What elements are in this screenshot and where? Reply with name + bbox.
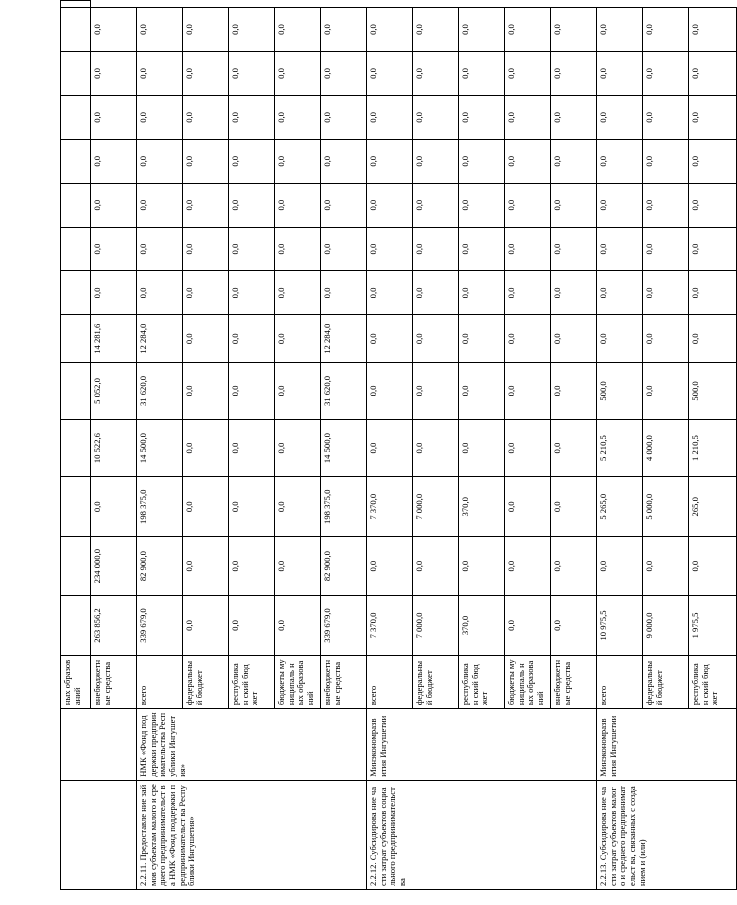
- value-cell: 0,0: [413, 271, 459, 315]
- value-cell: 198 375,0: [137, 477, 183, 537]
- value-cell: 0,0: [459, 363, 505, 420]
- fund-cell: бюджеты муниципаль ных образований: [505, 655, 551, 708]
- value-cell: 0,0: [229, 227, 275, 271]
- value-cell: 0,0: [413, 227, 459, 271]
- value-cell: 0,0: [183, 8, 229, 52]
- value-cell: 0,0: [275, 8, 321, 52]
- value-cell: 31 620,0: [137, 363, 183, 420]
- value-cell: 0,0: [505, 52, 551, 96]
- value-cell: [61, 95, 91, 139]
- value-cell: 0,0: [689, 227, 737, 271]
- value-cell: 0,0: [367, 95, 413, 139]
- value-cell: 0,0: [413, 363, 459, 420]
- value-cell: 0,0: [275, 537, 321, 596]
- value-cell: 12 284,0: [137, 315, 183, 363]
- value-cell: 0,0: [413, 52, 459, 96]
- executor-cell: Минэкономразв ития Ингушетии: [597, 709, 737, 781]
- value-cell: 0,0: [413, 315, 459, 363]
- value-cell: 0,0: [367, 419, 413, 477]
- value-cell: 10 522,6: [91, 419, 137, 477]
- value-cell: [61, 227, 91, 271]
- value-cell: 0,0: [183, 227, 229, 271]
- value-cell: 0,0: [229, 596, 275, 656]
- value-cell: 14 500,0: [137, 419, 183, 477]
- value-cell: 0,0: [505, 596, 551, 656]
- value-cell: 0,0: [413, 537, 459, 596]
- value-cell: 0,0: [275, 183, 321, 227]
- value-cell: 0,0: [505, 271, 551, 315]
- value-cell: 0,0: [505, 477, 551, 537]
- value-cell: 0,0: [505, 363, 551, 420]
- value-cell: 0,0: [551, 183, 597, 227]
- table-row: [367, 1, 413, 890]
- value-cell: 0,0: [689, 8, 737, 52]
- value-cell: 370,0: [459, 477, 505, 537]
- value-cell: [61, 8, 91, 52]
- value-cell: [61, 183, 91, 227]
- value-cell: 0,0: [367, 8, 413, 52]
- value-cell: 0,0: [321, 271, 367, 315]
- value-cell: 0,0: [505, 537, 551, 596]
- value-cell: 0,0: [459, 315, 505, 363]
- value-cell: 82 900,0: [137, 537, 183, 596]
- value-cell: 0,0: [137, 95, 183, 139]
- fund-cell: внебюджетн ые средства: [551, 655, 597, 708]
- value-cell: 0,0: [597, 271, 643, 315]
- value-cell: 0,0: [689, 183, 737, 227]
- value-cell: 0,0: [229, 95, 275, 139]
- value-cell: 0,0: [229, 537, 275, 596]
- value-cell: 0,0: [551, 315, 597, 363]
- value-cell: 0,0: [229, 139, 275, 183]
- value-cell: 0,0: [367, 537, 413, 596]
- value-cell: 0,0: [183, 537, 229, 596]
- value-cell: 0,0: [137, 52, 183, 96]
- value-cell: 0,0: [459, 139, 505, 183]
- fund-cell: всего: [597, 655, 643, 708]
- fund-cell: федеральны й бюджет: [183, 655, 229, 708]
- value-cell: 0,0: [459, 419, 505, 477]
- value-cell: 0,0: [367, 363, 413, 420]
- value-cell: 0,0: [459, 8, 505, 52]
- value-cell: 0,0: [229, 271, 275, 315]
- value-cell: 0,0: [551, 419, 597, 477]
- value-cell: 7 370,0: [367, 596, 413, 656]
- fund-cell: федеральны й бюджет: [643, 655, 689, 708]
- value-cell: 0,0: [505, 315, 551, 363]
- value-cell: 0,0: [551, 8, 597, 52]
- value-cell: 0,0: [321, 52, 367, 96]
- value-cell: 0,0: [413, 183, 459, 227]
- value-cell: 0,0: [367, 183, 413, 227]
- value-cell: [61, 477, 91, 537]
- value-cell: 0,0: [367, 315, 413, 363]
- value-cell: 0,0: [689, 537, 737, 596]
- value-cell: 0,0: [413, 95, 459, 139]
- value-cell: 339 679,0: [321, 596, 367, 656]
- value-cell: 0,0: [643, 363, 689, 420]
- value-cell: [61, 139, 91, 183]
- value-cell: 0,0: [229, 183, 275, 227]
- value-cell: 0,0: [229, 477, 275, 537]
- value-cell: 0,0: [183, 363, 229, 420]
- value-cell: 0,0: [91, 52, 137, 96]
- fund-cell: внебюджетн ые средства: [91, 655, 137, 708]
- value-cell: 0,0: [413, 419, 459, 477]
- value-cell: 0,0: [413, 139, 459, 183]
- value-cell: 0,0: [229, 52, 275, 96]
- value-cell: 0,0: [597, 8, 643, 52]
- value-cell: 0,0: [91, 477, 137, 537]
- value-cell: 0,0: [137, 139, 183, 183]
- value-cell: 0,0: [597, 227, 643, 271]
- value-cell: 0,0: [551, 537, 597, 596]
- executor-cell-top: [61, 709, 137, 781]
- fund-cell: республикан ский бюджет: [459, 655, 505, 708]
- value-cell: 0,0: [459, 95, 505, 139]
- value-cell: 0,0: [689, 52, 737, 96]
- value-cell: 0,0: [367, 271, 413, 315]
- value-cell: 0,0: [137, 183, 183, 227]
- value-cell: 0,0: [183, 419, 229, 477]
- value-cell: 0,0: [505, 227, 551, 271]
- value-cell: [61, 363, 91, 420]
- value-cell: 0,0: [137, 8, 183, 52]
- value-cell: 234 000,0: [91, 537, 137, 596]
- value-cell: 0,0: [459, 227, 505, 271]
- value-cell: 0,0: [275, 315, 321, 363]
- fund-cell: республикан ский бюджет: [689, 655, 737, 708]
- value-cell: 0,0: [551, 363, 597, 420]
- value-cell: 0,0: [505, 183, 551, 227]
- value-cell: 0,0: [137, 271, 183, 315]
- activity-cell-top: [61, 780, 137, 889]
- value-cell: 0,0: [551, 139, 597, 183]
- value-cell: 0,0: [505, 139, 551, 183]
- value-cell: 0,0: [229, 8, 275, 52]
- value-cell: 0,0: [275, 419, 321, 477]
- value-cell: [61, 537, 91, 596]
- value-cell: 0,0: [91, 227, 137, 271]
- value-cell: 0,0: [183, 477, 229, 537]
- table-row: [137, 1, 183, 890]
- value-cell: 0,0: [229, 315, 275, 363]
- value-cell: 0,0: [275, 52, 321, 96]
- value-cell: 0,0: [689, 95, 737, 139]
- table-row: [61, 1, 91, 890]
- value-cell: 7 370,0: [367, 477, 413, 537]
- value-cell: 0,0: [183, 95, 229, 139]
- value-cell: 9 000,0: [643, 596, 689, 656]
- value-cell: 0,0: [551, 596, 597, 656]
- value-cell: 0,0: [91, 8, 137, 52]
- value-cell: 0,0: [367, 139, 413, 183]
- value-cell: 265,0: [689, 477, 737, 537]
- value-cell: 0,0: [597, 537, 643, 596]
- value-cell: 0,0: [597, 183, 643, 227]
- value-cell: 0,0: [183, 139, 229, 183]
- value-cell: 0,0: [459, 52, 505, 96]
- value-cell: 0,0: [91, 271, 137, 315]
- value-cell: [61, 52, 91, 96]
- value-cell: 0,0: [183, 52, 229, 96]
- value-cell: 0,0: [505, 419, 551, 477]
- executor-cell: НМК «Фонд поддержки предпринимательства Республики Ингушетия»: [137, 709, 367, 781]
- value-cell: 0,0: [275, 227, 321, 271]
- value-cell: 263 856,2: [91, 596, 137, 656]
- value-cell: 0,0: [321, 139, 367, 183]
- value-cell: 0,0: [321, 227, 367, 271]
- value-cell: 0,0: [689, 139, 737, 183]
- value-cell: 0,0: [275, 596, 321, 656]
- value-cell: 14 500,0: [321, 419, 367, 477]
- value-cell: 0,0: [459, 183, 505, 227]
- value-cell: 370,0: [459, 596, 505, 656]
- value-cell: [61, 596, 91, 656]
- value-cell: 0,0: [229, 363, 275, 420]
- value-cell: 0,0: [643, 315, 689, 363]
- value-cell: [61, 1, 91, 8]
- value-cell: 0,0: [91, 95, 137, 139]
- value-cell: [61, 315, 91, 363]
- value-cell: 14 281,6: [91, 315, 137, 363]
- value-cell: 0,0: [551, 95, 597, 139]
- value-cell: 500,0: [597, 363, 643, 420]
- value-cell: 0,0: [183, 315, 229, 363]
- value-cell: 0,0: [459, 537, 505, 596]
- value-cell: 12 284,0: [321, 315, 367, 363]
- value-cell: 5 265,0: [597, 477, 643, 537]
- value-cell: 0,0: [551, 477, 597, 537]
- value-cell: 0,0: [91, 183, 137, 227]
- fund-cell: ных образований: [61, 655, 91, 708]
- fund-cell: федеральны й бюджет: [413, 655, 459, 708]
- value-cell: 5 052,0: [91, 363, 137, 420]
- value-cell: 0,0: [275, 271, 321, 315]
- value-cell: 0,0: [183, 271, 229, 315]
- value-cell: 0,0: [137, 227, 183, 271]
- value-cell: 198 375,0: [321, 477, 367, 537]
- value-cell: 7 000,0: [413, 477, 459, 537]
- value-cell: 82 900,0: [321, 537, 367, 596]
- value-cell: 0,0: [505, 95, 551, 139]
- activity-cell: 2.2.12. Субсидирова ние части затрат субъектов социального предпринимательст ва: [367, 780, 597, 889]
- value-cell: 500,0: [689, 363, 737, 420]
- value-cell: 0,0: [643, 139, 689, 183]
- value-cell: 0,0: [643, 183, 689, 227]
- value-cell: 0,0: [275, 477, 321, 537]
- value-cell: 339 679,0: [137, 596, 183, 656]
- value-cell: 0,0: [597, 315, 643, 363]
- fund-cell: всего: [137, 655, 183, 708]
- value-cell: 0,0: [597, 95, 643, 139]
- value-cell: 31 620,0: [321, 363, 367, 420]
- value-cell: 0,0: [551, 227, 597, 271]
- value-cell: 1 210,5: [689, 419, 737, 477]
- value-cell: 0,0: [689, 271, 737, 315]
- fund-cell: бюджеты муниципаль ных образований: [275, 655, 321, 708]
- value-cell: 0,0: [275, 95, 321, 139]
- value-cell: 0,0: [643, 271, 689, 315]
- fund-cell: республикан ский бюджет: [229, 655, 275, 708]
- value-cell: 7 000,0: [413, 596, 459, 656]
- value-cell: 0,0: [551, 271, 597, 315]
- value-cell: 5 000,0: [643, 477, 689, 537]
- value-cell: 0,0: [643, 8, 689, 52]
- value-cell: 0,0: [183, 596, 229, 656]
- fund-cell: внебюджетн ые средства: [321, 655, 367, 708]
- value-cell: 0,0: [367, 52, 413, 96]
- value-cell: 0,0: [643, 52, 689, 96]
- value-cell: 0,0: [643, 537, 689, 596]
- value-cell: 5 210,5: [597, 419, 643, 477]
- value-cell: 1 975,5: [689, 596, 737, 656]
- value-cell: 0,0: [597, 52, 643, 96]
- value-cell: 0,0: [459, 271, 505, 315]
- value-cell: 0,0: [551, 52, 597, 96]
- table-body: [61, 1, 737, 890]
- executor-cell: Минэкономразв ития Ингушетии: [367, 709, 597, 781]
- value-cell: 10 975,5: [597, 596, 643, 656]
- activity-cell: 2.2.13. Субсидирова ние части затрат субъектов малого и среднего предпринимательст ва, связанных с созданием и (или): [597, 780, 737, 889]
- activity-cell: 2.2.11. Предоставле ние займов субъектам малого и среднего предпринимательст ва НМК «Фонд поддержки предпринимательст ва Республики Ингушетия»: [137, 780, 367, 889]
- value-cell: 0,0: [321, 183, 367, 227]
- value-cell: 0,0: [229, 419, 275, 477]
- value-cell: 0,0: [91, 139, 137, 183]
- value-cell: 0,0: [275, 139, 321, 183]
- value-cell: 4 000,0: [643, 419, 689, 477]
- value-cell: 0,0: [643, 227, 689, 271]
- value-cell: 0,0: [321, 95, 367, 139]
- value-cell: 0,0: [597, 139, 643, 183]
- value-cell: 0,0: [413, 8, 459, 52]
- budget-table: [60, 0, 737, 890]
- value-cell: 0,0: [367, 227, 413, 271]
- fund-cell: всего: [367, 655, 413, 708]
- value-cell: 0,0: [183, 183, 229, 227]
- value-cell: 0,0: [505, 8, 551, 52]
- value-cell: 0,0: [689, 315, 737, 363]
- value-cell: 0,0: [275, 363, 321, 420]
- value-cell: 0,0: [643, 95, 689, 139]
- value-cell: [61, 271, 91, 315]
- value-cell: [61, 419, 91, 477]
- value-cell: 0,0: [321, 8, 367, 52]
- table-row: [597, 1, 643, 890]
